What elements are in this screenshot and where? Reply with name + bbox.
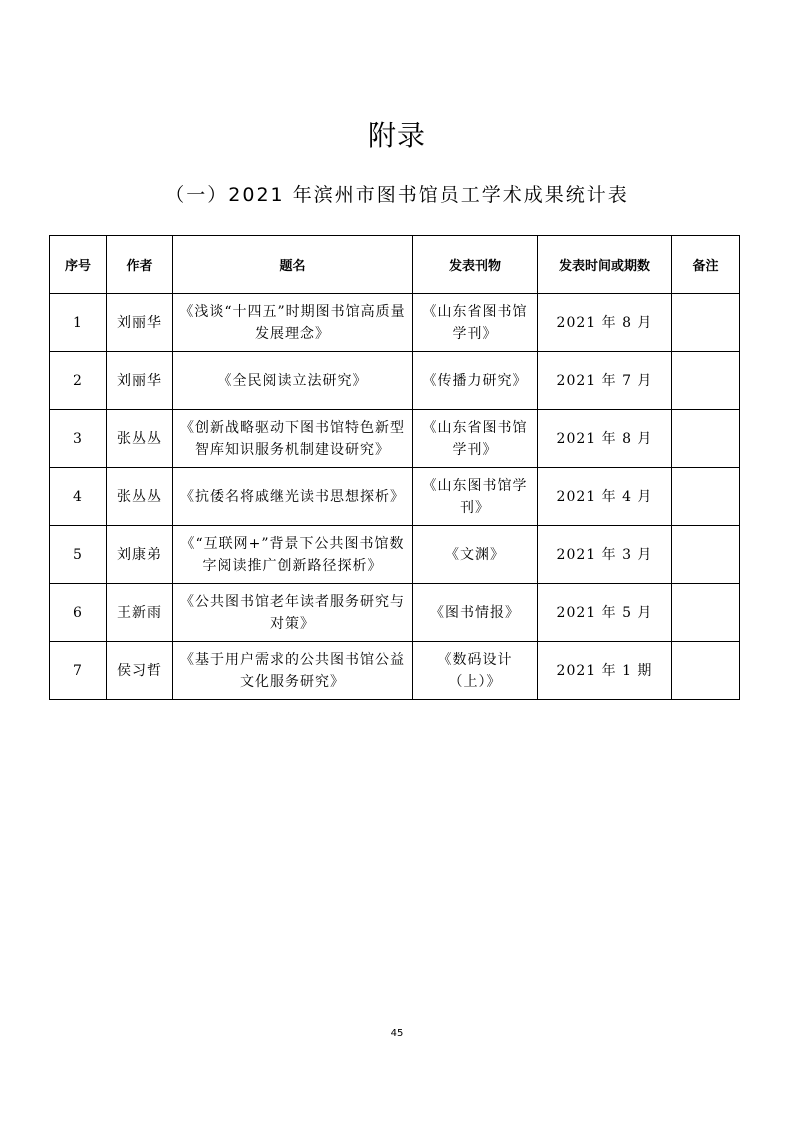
cell-journal: 《文渊》 [413, 526, 538, 584]
table-row [50, 294, 740, 352]
header-index: 序号 [50, 236, 107, 294]
cell-journal: 《山东图书馆学刊》 [413, 468, 538, 526]
cell-remark [672, 294, 740, 352]
page-title: 附录 [367, 119, 426, 152]
cell-index: 2 [50, 352, 107, 410]
cell-title: 《“互联网+”背景下公共图书馆数字阅读推广创新路径探析》 [173, 526, 413, 584]
cell-index: 5 [50, 526, 107, 584]
header-title: 题名 [173, 236, 413, 294]
table-caption: （一）2021 年滨州市图书馆员工学术成果统计表 [165, 184, 629, 206]
achievements-table [49, 235, 740, 700]
header-author: 作者 [107, 236, 173, 294]
cell-remark [672, 584, 740, 642]
header-journal: 发表刊物 [413, 236, 538, 294]
table-row [50, 642, 740, 700]
cell-journal: 《山东省图书馆学刊》 [413, 410, 538, 468]
cell-journal: 《山东省图书馆学刊》 [413, 294, 538, 352]
header-date: 发表时间或期数 [538, 236, 672, 294]
cell-date: 2021 年 8 月 [538, 294, 672, 352]
cell-date: 2021 年 4 月 [538, 468, 672, 526]
cell-date: 2021 年 3 月 [538, 526, 672, 584]
cell-index: 7 [50, 642, 107, 700]
table-row [50, 584, 740, 642]
cell-title: 《全民阅读立法研究》 [173, 352, 413, 410]
cell-author: 刘康弟 [107, 526, 173, 584]
cell-index: 3 [50, 410, 107, 468]
cell-author: 王新雨 [107, 584, 173, 642]
cell-date: 2021 年 7 月 [538, 352, 672, 410]
cell-author: 刘丽华 [107, 294, 173, 352]
cell-author: 张丛丛 [107, 468, 173, 526]
cell-remark [672, 352, 740, 410]
cell-title: 《浅谈“十四五”时期图书馆高质量发展理念》 [173, 294, 413, 352]
table-row [50, 468, 740, 526]
header-remark: 备注 [672, 236, 740, 294]
table-row [50, 526, 740, 584]
cell-author: 侯习哲 [107, 642, 173, 700]
cell-title: 《基于用户需求的公共图书馆公益文化服务研究》 [173, 642, 413, 700]
cell-date: 2021 年 5 月 [538, 584, 672, 642]
cell-index: 6 [50, 584, 107, 642]
cell-index: 4 [50, 468, 107, 526]
cell-journal: 《传播力研究》 [413, 352, 538, 410]
table-row [50, 352, 740, 410]
cell-date: 2021 年 8 月 [538, 410, 672, 468]
cell-remark [672, 410, 740, 468]
cell-author: 张丛丛 [107, 410, 173, 468]
cell-journal: 《图书情报》 [413, 584, 538, 642]
cell-journal: 《数码设计（上）》 [413, 642, 538, 700]
cell-remark [672, 642, 740, 700]
table-row [50, 410, 740, 468]
cell-title: 《抗倭名将戚继光读书思想探析》 [173, 468, 413, 526]
cell-author: 刘丽华 [107, 352, 173, 410]
cell-index: 1 [50, 294, 107, 352]
cell-remark [672, 526, 740, 584]
cell-date: 2021 年 1 期 [538, 642, 672, 700]
table-header-row [50, 236, 740, 294]
page-number: 45 [390, 1028, 404, 1039]
cell-remark [672, 468, 740, 526]
cell-title: 《公共图书馆老年读者服务研究与对策》 [173, 584, 413, 642]
cell-title: 《创新战略驱动下图书馆特色新型智库知识服务机制建设研究》 [173, 410, 413, 468]
